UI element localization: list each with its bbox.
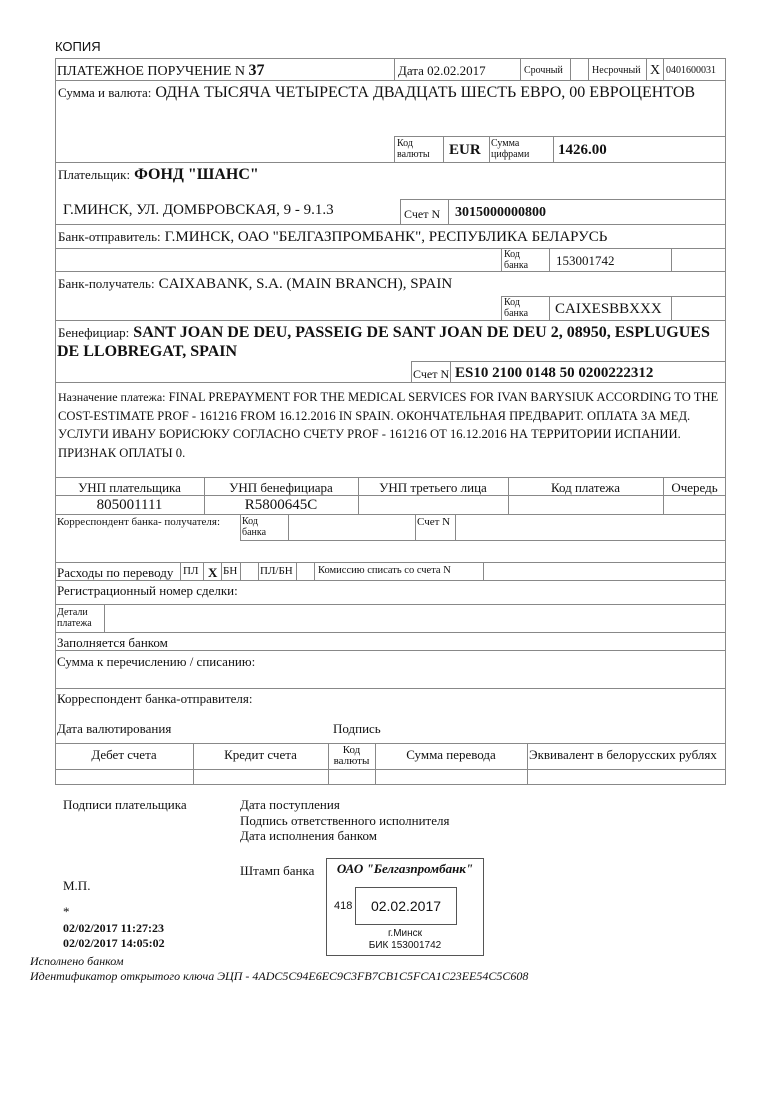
form-code: 0401600031 bbox=[666, 65, 716, 76]
divider bbox=[448, 199, 449, 224]
amount-words-value: ОДНА ТЫСЯЧА ЧЕТЫРЕСТА ДВАДЦАТЬ ШЕСТЬ ЕВРО, 00 ЕВРОЦЕНТОВ bbox=[155, 84, 696, 101]
divider bbox=[450, 361, 451, 382]
divider bbox=[55, 162, 726, 163]
sender-bank-code-label: Код банка bbox=[504, 249, 529, 271]
bank-stamp-label: Штамп банка bbox=[240, 863, 315, 878]
divider bbox=[483, 562, 484, 580]
sender-bank-code-value: 153001742 bbox=[556, 253, 615, 268]
non-urgent-label: Несрочный bbox=[592, 65, 641, 76]
divider bbox=[55, 562, 726, 563]
unp-header-third-party: УНП третьего лица bbox=[379, 480, 487, 495]
divider bbox=[671, 296, 672, 320]
divider bbox=[501, 248, 502, 271]
urgent-label: Срочный bbox=[524, 65, 563, 76]
debit-account-header: Дебет счета bbox=[91, 747, 157, 762]
unp-header-payer: УНП плательщика bbox=[78, 480, 181, 495]
divider bbox=[55, 604, 726, 605]
purpose-text: FINAL PREPAYMENT FOR THE MEDICAL SERVICES FOR IVAN BARYSIUK ACCORDING TO THE COST-ESTIMATE PROF - 161216 FROM 16.12.2016 IN SPAIN. ОКОНЧАТЕЛЬНАЯ ПРЕДВАРИТ. ОПЛАТА ЗА МЕД. УСЛУГИ ИВАНУ БОРИСЮКУ СОГЛАСНО СЧЕТУ PROF - 161216 ОТ 16.12.2016 НА ТЕРРИТОРИИ ИСПАНИИ. ПРИЗНАК ОПЛАТЫ 0. bbox=[58, 390, 719, 460]
divider bbox=[55, 477, 726, 478]
divider bbox=[489, 136, 490, 162]
divider bbox=[55, 248, 726, 249]
beneficiary-name-line1: SANT JOAN DE DEU, PASSEIG DE SANT JOAN DE DEU 2, 08950, ESPLUGUES bbox=[133, 324, 710, 341]
charges-option-ben-label: БН bbox=[223, 565, 238, 577]
payer-address: Г.МИНСК, УЛ. ДОМБРОВСКАЯ, 9 - 9.1.3 bbox=[63, 202, 334, 218]
divider bbox=[55, 688, 726, 689]
payer-account-value: 3015000000800 bbox=[455, 205, 546, 220]
divider bbox=[415, 514, 416, 540]
value-date-label: Дата валютирования bbox=[57, 721, 172, 736]
divider bbox=[258, 562, 259, 580]
divider bbox=[314, 562, 315, 580]
credit-account-header: Кредит счета bbox=[224, 747, 297, 762]
timestamp-1: 02/02/2017 11:27:23 bbox=[63, 921, 164, 935]
charges-option-ours-label: ПЛ bbox=[183, 565, 199, 577]
divider bbox=[400, 199, 401, 224]
receiver-bank-code-label: Код банка bbox=[504, 297, 529, 319]
currency-code-header: Код валюты bbox=[333, 744, 370, 767]
divider bbox=[240, 562, 241, 580]
divider bbox=[411, 361, 412, 382]
unp-header-beneficiary: УНП бенефициара bbox=[229, 480, 333, 495]
title-prefix: ПЛАТЕЖНОЕ ПОРУЧЕНИЕ N bbox=[57, 64, 246, 79]
sender-bank-label: Банк-отправитель: bbox=[58, 229, 161, 244]
divider bbox=[520, 58, 521, 80]
sum-digits-label: Сумма цифрами bbox=[491, 138, 530, 160]
date-value: 02.02.2017 bbox=[427, 63, 486, 78]
byn-equivalent-header: Эквивалент в белорусских рублях bbox=[529, 747, 717, 762]
executor-signature-label: Подпись ответственного исполнителя bbox=[240, 813, 450, 828]
divider bbox=[588, 58, 589, 80]
sum-digits-value: 1426.00 bbox=[558, 142, 607, 158]
payer-name: ФОНД "ШАНС" bbox=[134, 166, 259, 183]
divider bbox=[55, 650, 726, 651]
divider bbox=[55, 580, 726, 581]
timestamp-2: 02/02/2017 14:05:02 bbox=[63, 936, 165, 950]
non-urgent-checkbox[interactable]: X bbox=[650, 63, 661, 78]
divider bbox=[411, 361, 726, 362]
payment-purpose bbox=[58, 388, 723, 462]
divider bbox=[549, 248, 550, 271]
copy-label: КОПИЯ bbox=[55, 39, 101, 54]
receiver-bank-code-value: CAIXESBBXXX bbox=[555, 301, 662, 317]
sender-bank bbox=[58, 229, 607, 245]
divider bbox=[549, 296, 550, 320]
beneficiary-label: Бенефициар: bbox=[58, 325, 130, 340]
deal-registration-label: Регистрационный номер сделки: bbox=[57, 583, 238, 598]
divider bbox=[671, 248, 672, 271]
divider bbox=[55, 495, 726, 496]
executed-by-bank-label: Исполнено банком bbox=[30, 954, 124, 968]
beneficiary bbox=[58, 325, 710, 341]
unp-payer-value: 805001111 bbox=[96, 497, 163, 513]
sender-bank-name: Г.МИНСК, ОАО "БЕЛГАЗПРОМБАНК", РЕСПУБЛИКА БЕЛАРУСЬ bbox=[164, 229, 608, 245]
priority-header: Очередь bbox=[671, 480, 718, 495]
divider bbox=[55, 632, 726, 633]
payer-label: Плательщик: bbox=[58, 167, 131, 182]
beneficiary-account-label: Счет N bbox=[413, 367, 450, 381]
receiver-correspondent-label: Корреспондент банка- получателя: bbox=[57, 516, 221, 528]
amount-in-words bbox=[58, 85, 695, 101]
divider bbox=[203, 562, 204, 580]
date-label: Дата bbox=[398, 63, 424, 78]
commission-account-label: Комиссию списать со счета N bbox=[318, 565, 451, 576]
divider bbox=[104, 604, 105, 632]
payment-code-header: Код платежа bbox=[550, 480, 621, 495]
signature-label: Подпись bbox=[333, 721, 381, 736]
charges-option-sha-label: ПЛ/БН bbox=[260, 565, 293, 577]
divider bbox=[240, 540, 726, 541]
currency-code-label: Код валюты bbox=[397, 138, 430, 160]
divider bbox=[443, 136, 444, 162]
receiver-correspondent-account-label: Счет N bbox=[417, 516, 451, 528]
unp-beneficiary-value: R5800645C bbox=[244, 497, 318, 513]
charges-label: Расходы по переводу bbox=[57, 565, 174, 580]
order-number: 37 bbox=[248, 62, 265, 79]
seal-place-label: М.П. bbox=[63, 878, 91, 893]
filled-by-bank-label: Заполняется банком bbox=[57, 635, 168, 650]
divider bbox=[55, 320, 726, 321]
stamp-bik: БИК 153001742 bbox=[368, 940, 442, 951]
divider bbox=[55, 224, 726, 225]
receiver-bank bbox=[58, 276, 452, 292]
sender-correspondent-label: Корреспондент банка-отправителя: bbox=[57, 691, 253, 706]
divider bbox=[55, 769, 726, 770]
order-date bbox=[398, 64, 486, 77]
divider bbox=[55, 80, 726, 81]
receiver-correspondent-code-label: Код банка bbox=[242, 516, 267, 538]
divider bbox=[455, 514, 456, 540]
purpose-label: Назначение платежа: bbox=[58, 390, 166, 404]
stamp-number: 418 bbox=[334, 900, 353, 912]
divider bbox=[240, 514, 241, 540]
divider bbox=[553, 136, 554, 162]
execution-date-label: Дата исполнения банком bbox=[240, 828, 378, 843]
receipt-date-label: Дата поступления bbox=[240, 797, 340, 812]
divider bbox=[570, 58, 571, 80]
divider bbox=[55, 514, 726, 515]
stamp-date: 02.02.2017 bbox=[370, 898, 442, 914]
charges-option-ours-checkbox[interactable]: X bbox=[208, 565, 218, 580]
divider bbox=[501, 296, 502, 320]
divider bbox=[55, 382, 726, 383]
payer-signatures-label: Подписи плательщика bbox=[63, 797, 187, 812]
divider bbox=[55, 271, 726, 272]
divider bbox=[296, 562, 297, 580]
amount-label: Сумма и валюта: bbox=[58, 85, 152, 100]
receiver-bank-label: Банк-получатель: bbox=[58, 276, 155, 291]
divider bbox=[394, 136, 395, 162]
divider bbox=[221, 562, 222, 580]
payment-details-label: Детали платежа bbox=[57, 607, 92, 629]
divider bbox=[646, 58, 647, 80]
stamp-bank-name: ОАО "Белгазпромбанк" bbox=[336, 861, 474, 876]
divider bbox=[663, 58, 664, 80]
document-title bbox=[57, 63, 265, 79]
payer-account-label: Счет N bbox=[404, 207, 441, 221]
divider bbox=[394, 58, 395, 80]
divider bbox=[55, 743, 726, 744]
payer bbox=[58, 167, 259, 183]
receiver-bank-name: CAIXABANK, S.A. (MAIN BRANCH), SPAIN bbox=[158, 276, 453, 292]
public-key-identifier: Идентификатор открытого ключа ЭЦП - 4ADC5C94E6EC9C3FB7CB1C5FCA1C23EE54C5C608 bbox=[30, 969, 529, 983]
sum-transfer-label: Сумма к перечислению / списанию: bbox=[57, 654, 256, 669]
asterisk: * bbox=[63, 904, 70, 919]
beneficiary-account-value: ES10 2100 0148 50 0200222312 bbox=[455, 365, 654, 381]
divider bbox=[180, 562, 181, 580]
divider bbox=[527, 743, 528, 785]
transfer-sum-header: Сумма перевода bbox=[406, 747, 496, 762]
currency-code-value: EUR bbox=[449, 142, 481, 158]
divider bbox=[288, 514, 289, 540]
beneficiary-name-line2: DE LLOBREGAT, SPAIN bbox=[57, 343, 238, 360]
stamp-city: г.Минск bbox=[387, 928, 423, 939]
